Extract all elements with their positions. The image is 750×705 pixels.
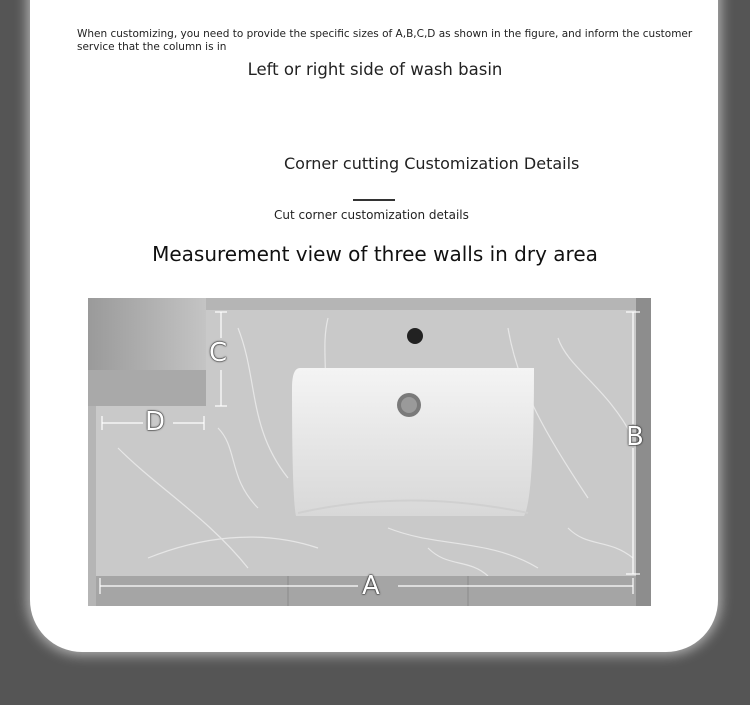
wash-basin [292,368,534,516]
dimension-label-d: D [145,407,166,437]
section-title: Corner cutting Customization Details [284,154,580,173]
faucet-hole [407,328,423,344]
section-divider [353,199,395,201]
countertop-illustration [88,298,651,606]
measurement-title: Measurement view of three walls in dry area [152,242,598,266]
dimension-label-c: C [209,338,228,368]
section-subtitle: Cut corner customization details [274,208,469,222]
intro-text: When customizing, you need to provide the specific sizes of A,B,C,D as shown in the figure, and inform the customer service that the column is in [77,28,693,53]
wash-basin-side-subtitle: Left or right side of wash basin [247,60,503,79]
dimension-label-b: B [626,422,644,452]
countertop-measurement-photo [88,298,651,606]
dimension-label-a: A [362,571,380,601]
